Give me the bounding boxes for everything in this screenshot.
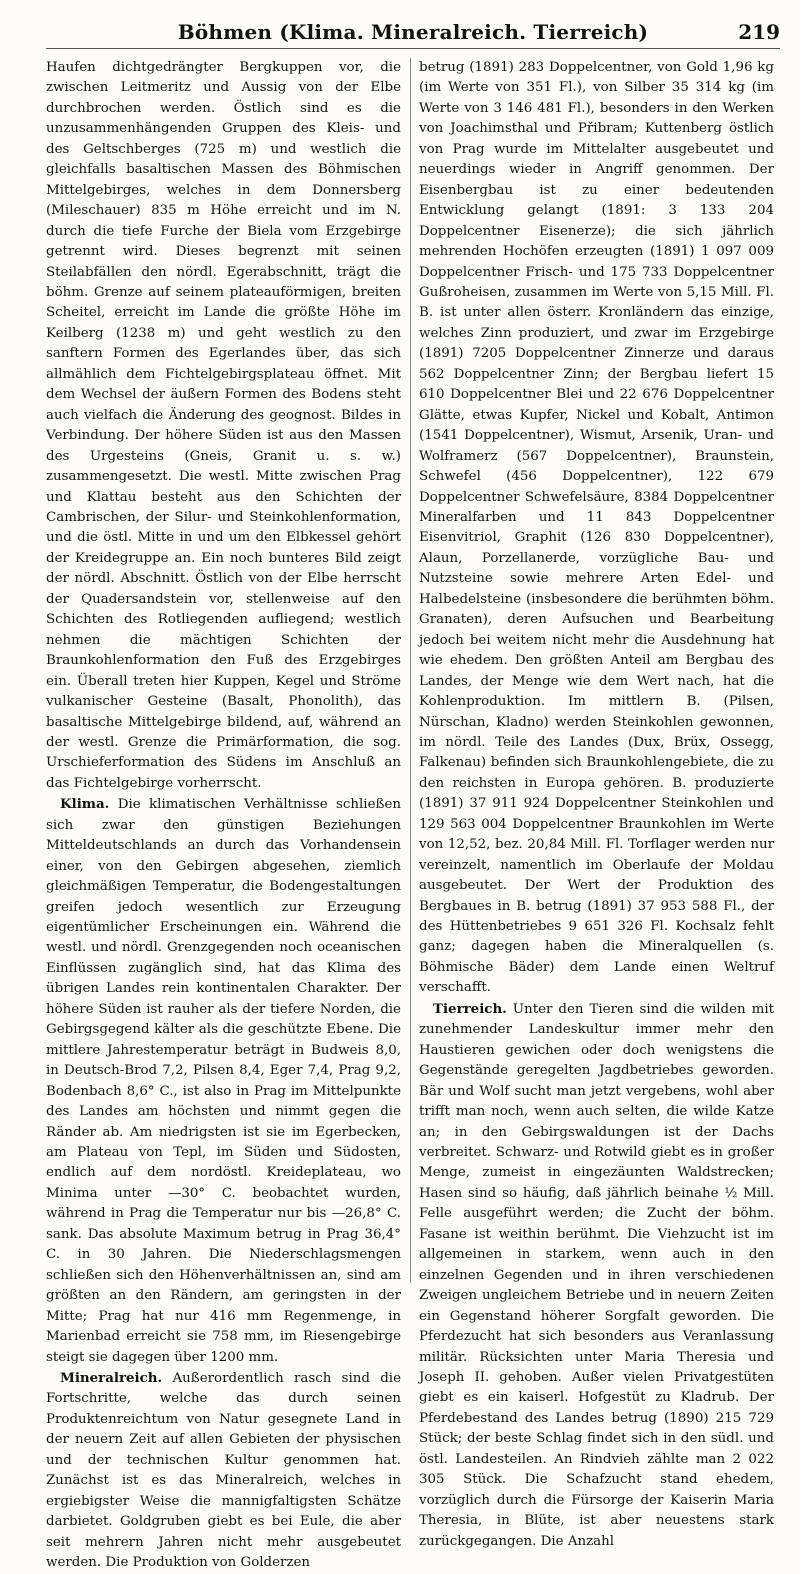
document-page (46, 18, 780, 1571)
column-divider (410, 58, 411, 1283)
paragraph-geology: Haufen dichtgedrängter Bergkuppen vor, die zwischen Leitmeritz und Aussig von der Elbe durchbrochen werden. Östlich sind es die unzusammenhängenden Gruppen des Kleis- und des Geltschberges (725 m) und westlich die gleichfalls basaltischen Massen des Böhmischen Mittelgebirges, welches in dem Donnersberg (Mileschauer) 835 m Höhe erreicht und im N. durch die tiefe Furche der Biela vom Erzgebirge getrennt wird. Dieses begrenzt mit seinen Steilabfällen den nördl. Egerabschnitt, trägt die böhm. Grenze auf seinem plateauförmigen, breiten Scheitel, erreicht im Lande die größte Höhe im Keilberg (1238 m) und geht westlich zu den sanftern Formen des Egerlandes über, das sich allmählich dem Fichtelgebirgsplateau öffnet. Mit dem Wechsel der äußern Formen des Bodens steht auch vielfach die Änderung des geognost. Bildes in Verbindung. Der höhere Süden ist aus den Massen des Urgesteins (Gneis, Granit u. s. w.) zusammengesetzt. Die westl. Mitte zwischen Prag und Klattau besteht aus den Schichten der Cambrischen, der Silur- und Steinkohlenformation, und die östl. Mitte in und um den Elbkessel gehört der Kreidegruppe an. Ein noch bunteres Bild zeigt der nördl. Abschnitt. Östlich von der Elbe herrscht der Quadersandstein vor, stellenweise auf den Schichten des Rotliegenden aufliegend; westlich nehmen die mächtigen Schichten der Braunkohlenformation den Fuß des Erzgebirges ein. Überall treten hier Kuppen, Kegel und Ströme vulkanischer Gesteine (Basalt, Phonolith), das basaltische Mittelgebirge bildend, auf, während an der westl. Grenze die Primärformation, die sog. Urschieferformation des Südens im Anschluß an das Fichtelgebirge vorherrscht. (46, 60, 401, 791)
section-heading-tierreich: Tierreich. (433, 1000, 507, 1017)
page-number: 219 (738, 20, 780, 44)
page-header-title: Böhmen (Klima. Mineralreich. Tierreich) (177, 20, 649, 44)
tierreich-text: Unter den Tieren sind die wilden mit zunehmender Landeskultur immer mehr den Haustieren gewichen oder doch wenigstens die Gegenstände geregelten Jagdbetriebes geworden. Bär und Wolf sucht man jetzt vergebens, wohl aber trifft man noch, wenn auch selten, die wilde Katze an; in den Gebirgswaldungen ist der Dachs verbreitet. Schwarz- und Rotwild giebt es in großer Menge, zumeist in eingezäunten Waldstrecken; Hasen sind so häufig, daß jährlich beinahe ½ Mill. Felle ausgeführt werden; die Zucht der böhm. Fasane ist weithin berühmt. Die Viehzucht ist im allgemeinen in starkem, wenn auch in den einzelnen Gegenden und in ihren verschiedenen Zweigen ungleichem Betriebe und in neuern Zeiten ein Gegenstand höherer Sorgfalt geworden. Die Pferdezucht hat sich besonders aus Veranlassung militär. Rücksichten unter Maria Theresia und Joseph II. gehoben. Außer vielen Privatgestüten giebt es ein kaiserl. Hofgestüt zu Kladrub. Der Pferdebestand des Landes betrug (1890) 215 729 Stück; der beste Schlag findet sich in den südl. und östl. Landesteilen. An Rindvieh zählte man 2 022 305 Stück. Die Schafzucht stand ehedem, vorzüglich durch die Fürsorge der Kaiserin Maria Theresia, in Blüte, ist aber neuestens stark zurückgegangen. Die Anzahl (419, 1001, 774, 1549)
right-column (419, 58, 774, 1549)
paragraph-mining: betrug (1891) 283 Doppelcentner, von Gold 1,96 kg (im Werte von 351 Fl.), von Silber 35 314 kg (im Werte von 3 146 481 Fl.), besonders in den Werken von Joachimsthal und Přibram; Kuttenberg östlich von Prag wurde im Mittelalter ausgebeutet und neuerdings wieder in Angriff genommen. Der Eisenbergbau ist zu einer bedeutenden Entwicklung gelangt (1891: 3 133 204 Doppelcentner Eisenerze); die sich jährlich mehrenden Hochöfen erzeugten (1891) 1 097 009 Doppelcentner Frisch- und 175 733 Doppelcentner Gußroheisen, zusammen im Werte von 5,15 Mill. Fl. B. ist unter allen österr. Kronländern das einzige, welches Zinn produziert, und zwar im Erzgebirge (1891) 7205 Doppelcentner Zinnerze und daraus 562 Doppelcentner Zinn; der Bergbau liefert 15 610 Doppelcentner Blei und 22 676 Doppelcentner Glätte, etwas Kupfer, Nickel und Kobalt, Antimon (1541 Doppelcentner), Wismut, Arsenik, Uran- und Wolframerz (567 Doppelcentner), Braunstein, Schwefel (456 Doppelcentner), 122 679 Doppelcentner Schwefelsäure, 8384 Doppelcentner Mineralfarben und 11 843 Doppelcentner Eisenvitriol, Graphit (126 830 Doppelcentner), Alaun, Porzellanerde, vorzügliche Bau- und Nutzsteine sowie mehrere Arten Edel- und Halbedelsteine (insbesondere die berühmten böhm. Granaten), deren Aufsuchen und Bearbeitung jedoch bei weitem nicht mehr die Ausdehnung hat wie ehedem. Den größten Anteil am Bergbau des Landes, der Menge wie dem Wert nach, hat die Kohlenproduktion. Im mittlern B. (Pilsen, Nürschan, Kladno) werden Steinkohlen gewonnen, im nördl. Teile des Landes (Dux, Brüx, Ossegg, Falkenau) befinden sich Braunkohlengebiete, die zu den reichsten in Europa gehören. B. produzierte (1891) 37 911 924 Doppelcentner Steinkohlen und 129 563 004 Doppelcentner Braunkohlen im Werte von 12,52, bez. 20,84 Mill. Fl. Torflager werden nur vereinzelt, namentlich im Oberlaufe der Moldau ausgebeutet. Der Wert der Produktion des Bergbaues in B. betrug (1891) 37 953 588 Fl., der des Hüttenbetriebes 9 651 326 Fl. Kochsalz fehlt ganz; dagegen haben die Mineralquellen (s. Böhmische Bäder) dem Lande einen Weltruf verschafft. (419, 60, 774, 996)
running-header (46, 18, 780, 49)
section-heading-mineralreich: Mineralreich. (60, 1370, 163, 1386)
section-heading-klima: Klima. (60, 796, 110, 813)
left-column (46, 58, 401, 1571)
paragraph-tierreich (419, 999, 774, 1552)
paragraph-mineralreich (46, 1368, 401, 1574)
paragraph-klima (46, 794, 401, 1368)
mineralreich-text: Außerordentlich rasch sind die Fortschritte, welche das durch seinen Produktenreichtum von Natur gesegnete Land in der neuern Zeit auf allen Gebieten der physischen und der technischen Kultur genommen hat. Zunächst ist es das Mineralreich, welches in ergiebigster Weise die mannigfaltigsten Schätze darbietet. Goldgruben giebt es bei Eule, die aber seit mehrern Jahren nicht mehr ausgebeutet werden. Die Produktion von Golderzen (46, 1371, 401, 1571)
klima-text: Die klimatischen Verhältnisse schließen sich zwar den günstigen Beziehungen Mitteldeutschlands an durch das Vorhandensein einer, von den Gebirgen abgesehen, ziemlich gleichmäßigen Temperatur, die Bodengestaltungen greifen jedoch wesentlich zur Erzeugung eigentümlicher Erscheinungen ein. Während die westl. und nördl. Grenzgegenden noch oceanischen Einflüssen zugänglich sind, hat das Klima des übrigen Landes rein kontinentalen Charakter. Der höhere Süden ist rauher als der tiefere Norden, die Gebirgsgegend kälter als die geschützte Ebene. Die mittlere Jahrestemperatur beträgt in Budweis 8,0, in Deutsch-Brod 7,2, Pilsen 8,4, Eger 7,4, Prag 9,2, Bodenbach 8,6° C., ist also in Prag im Mittelpunkte des Landes am höchsten und nimmt gegen die Ränder ab. Am niedrigsten ist sie im Egerbecken, am Plateau von Tepl, im Süden und Südosten, endlich auf dem nordöstl. Kreideplateau, wo Minima unter —30° C. beobachtet wurden, während in Prag die Temperatur nur bis —26,8° C. sank. Das absolute Maximum betrug in Prag 36,4° C. in 30 Jahren. Die Niederschlagsmengen schließen sich den Höhenverhältnissen an, sind am größten an den Rändern, am geringsten in der Mitte; Prag hat nur 416 mm Regenmenge, in Marienbad erreicht sie 758 mm, im Riesengebirge steigt sie dagegen über 1200 mm. (46, 797, 401, 1365)
